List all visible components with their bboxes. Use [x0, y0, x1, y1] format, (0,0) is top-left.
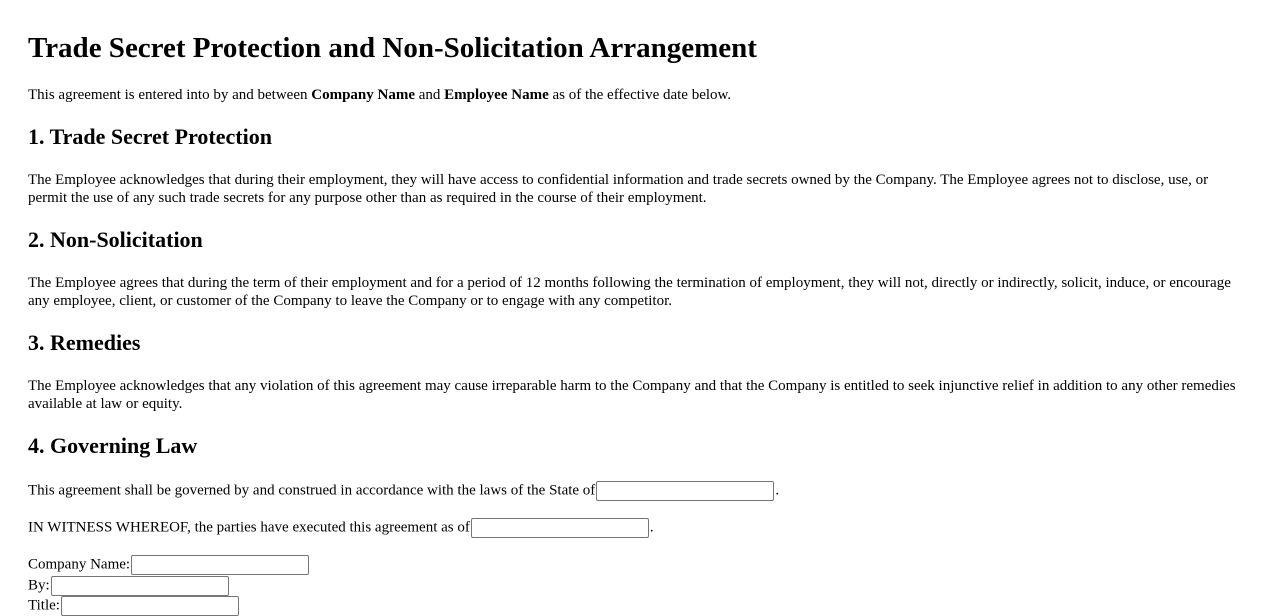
- signature-title-row: [28, 596, 240, 616]
- section-body-non-solicitation: The Employee agrees that during the term of their employment and for a period of 12 months following the termination of employment, they will not, directly or indirectly, solicit, induce, or encourage any employee, client, or customer of the Company to leave the Company or to engage with any competitor.: [28, 275, 1231, 309]
- witness-paragraph: [28, 518, 1250, 538]
- intro-employee-name: Employee Name: [444, 87, 549, 103]
- signature-company-row: [28, 555, 310, 575]
- intro-prefix: This agreement is entered into by and between: [28, 87, 312, 103]
- governing-law-text: This agreement shall be governed by and construed in accordance with the laws of the State of: [28, 482, 596, 499]
- section-heading-remedies: 3. Remedies: [28, 330, 141, 355]
- section-heading-governing-law: 4. Governing Law: [28, 433, 198, 458]
- state-input[interactable]: [596, 481, 774, 501]
- intro-suffix: as of the effective date below.: [548, 87, 732, 103]
- section-heading-non-solicitation: 2. Non-Solicitation: [28, 227, 203, 252]
- intro-middle: and: [415, 87, 445, 103]
- intro-company-name: Company Name: [311, 87, 415, 103]
- by-input[interactable]: [51, 576, 229, 596]
- witness-suffix: .: [649, 519, 654, 536]
- by-label: By:: [28, 577, 50, 594]
- witness-text: IN WITNESS WHEREOF, the parties have executed this agreement as of: [28, 519, 470, 536]
- effective-date-input[interactable]: [471, 518, 649, 538]
- section-body-remedies: The Employee acknowledges that any violation of this agreement may cause irreparable harm to the Company and that the Company is entitled to seek injunctive relief in addition to any other remedies available at law or equity.: [28, 378, 1236, 412]
- company-name-input[interactable]: [131, 555, 309, 575]
- title-input[interactable]: [61, 596, 239, 616]
- intro-paragraph: [28, 86, 1250, 104]
- section-heading-trade-secret: 1. Trade Secret Protection: [28, 124, 272, 149]
- title-label: Title:: [28, 597, 60, 614]
- signature-by-row: [28, 576, 230, 596]
- section-body-governing-law: [28, 481, 1250, 501]
- section-body-trade-secret: The Employee acknowledges that during their employment, they will have access to confidential information and trade secrets owned by the Company. The Employee agrees not to disclose, use, or permit the use of any such trade secrets for any purpose other than as required in the course of their employment.: [28, 172, 1209, 206]
- governing-law-suffix: .: [775, 482, 780, 499]
- page-title: Trade Secret Protection and Non-Solicitation Arrangement: [28, 32, 757, 64]
- company-name-label: Company Name:: [28, 556, 131, 573]
